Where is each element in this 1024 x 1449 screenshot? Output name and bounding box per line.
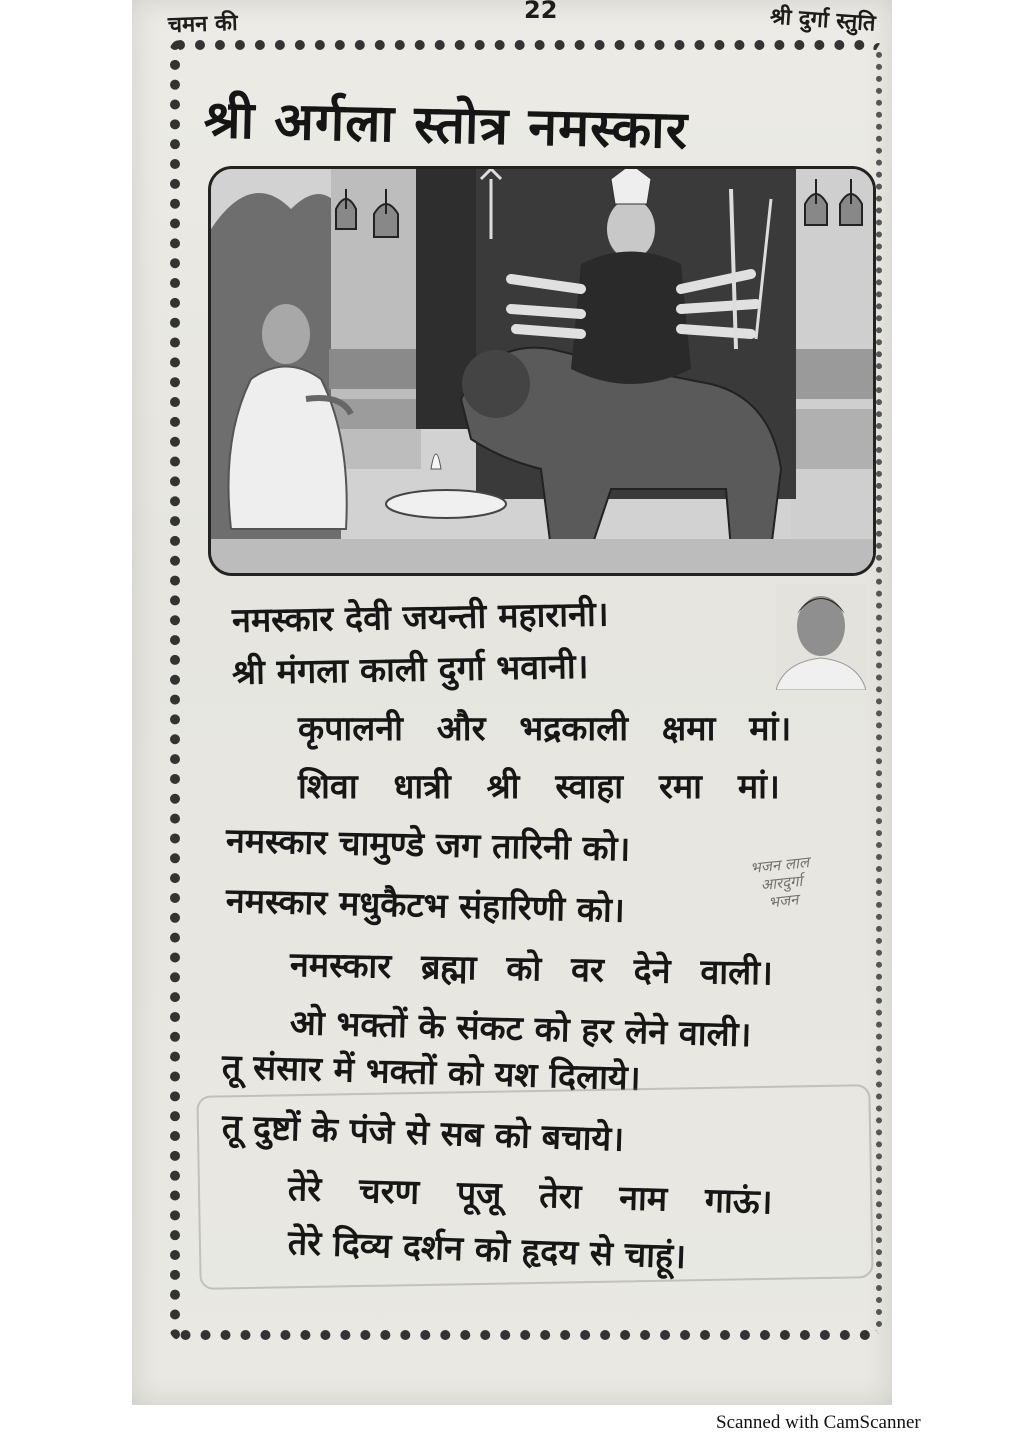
handwritten-note: [749, 853, 813, 913]
verse-line: श्री मंगला काली दुर्गा भवानी।: [231, 646, 589, 693]
scanner-caption: Scanned with CamScanner: [716, 1412, 921, 1433]
verse-line: तेरे चरण पूजू तेरा नाम गाऊं।: [287, 1169, 774, 1223]
verse-line: नमस्कार देवी जयन्ती महारानी।: [231, 594, 609, 641]
verse-line: तेरे दिव्य दर्शन को हृदय से चाहूं।: [287, 1223, 687, 1277]
handwritten-line: आरदुर्गा: [759, 871, 804, 895]
page-number: 22: [524, 0, 558, 24]
verse-line: कृपालनी और भद्रकाली क्षमा मां।: [298, 709, 792, 749]
page-title: श्री अर्गला स्तोत्र नमस्कार: [203, 90, 689, 161]
verse-line: नमस्कार मधुकैटभ संहारिणी को।: [225, 881, 626, 931]
goddess-illustration-icon: [211, 169, 873, 573]
illustration-panel: [208, 166, 876, 576]
verse-line: नमस्कार ब्रह्मा को वर देने वाली।: [289, 945, 774, 994]
header-left-text: चमन की: [167, 10, 239, 39]
show-through-box: [196, 1084, 873, 1290]
verse-line: नमस्कार चामुण्डे जग तारिनी को।: [225, 821, 631, 870]
verse-line: ओ भक्तों के संकट को हर लेने वाली।: [289, 1003, 752, 1056]
verse-line: तू संसार में भक्तों को यश दिलाये।: [221, 1047, 642, 1099]
header-right-text: श्री दुर्गा स्तुति: [769, 4, 877, 37]
verse-line: शिवा धात्री श्री स्वाहा रमा मां।: [298, 767, 780, 807]
author-photo-icon: [776, 584, 866, 690]
handwritten-line: भजन लाल: [749, 853, 810, 878]
handwritten-line: भजन: [767, 890, 800, 912]
verse-line: तू दुष्टों के पंजे से सब को बचाये।: [221, 1107, 625, 1160]
author-portrait: [776, 584, 866, 690]
